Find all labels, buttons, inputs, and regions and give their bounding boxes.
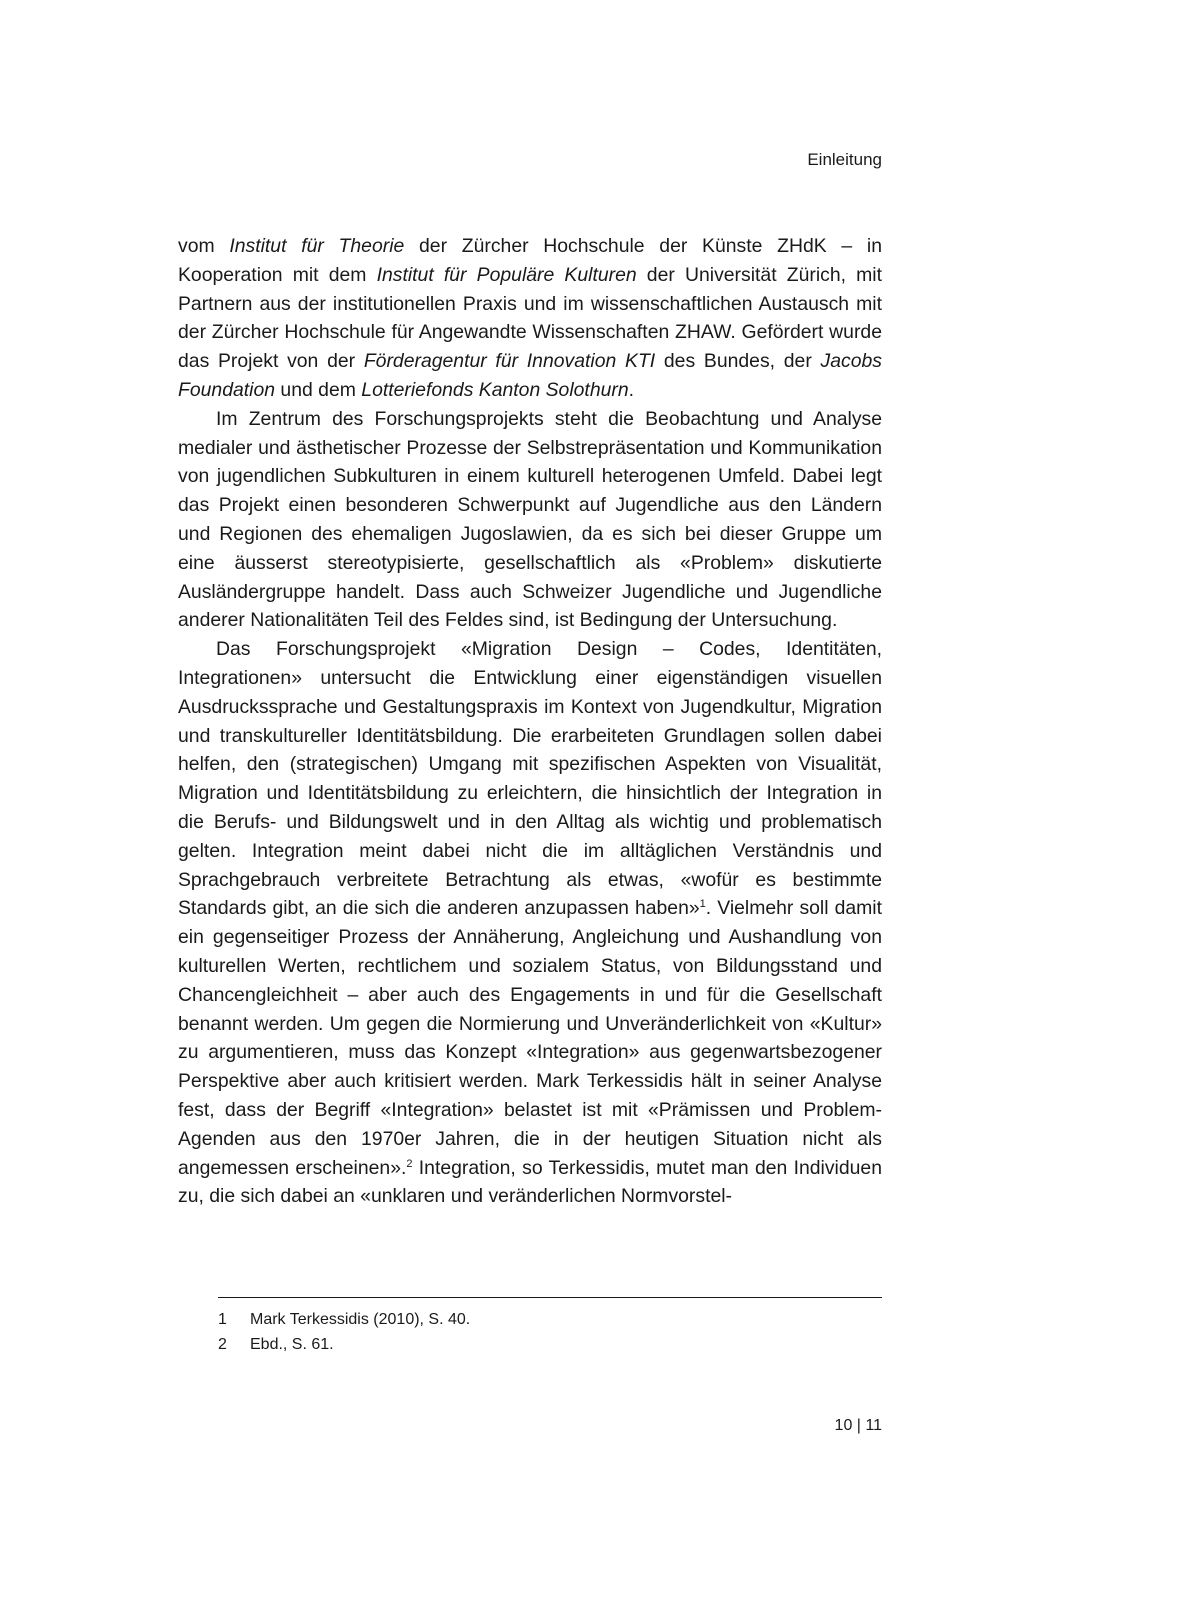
italic-text: Institut für Populäre Kulturen [376,263,637,286]
text-run: der Universität Zürich, mit Partnern aus der institutionellen Praxis und im wissenschaftlichen Austausch mit der Zürcher Hochschule für Angewandte Wissenschaften ZHAW. Gefördert wurde das Projekt von der [178,263,882,373]
footnote-ref: 2 [406,1157,413,1170]
italic-text: Jacobs Foundation [178,350,882,401]
footnotes [218,1307,882,1357]
page-number: 10 | 11 [834,1417,882,1434]
paragraph-1 [178,232,882,405]
text-run: des Bundes, der [655,350,821,373]
text-run: . Vielmehr soll damit ein gegenseitiger Prozess der Annäherung, Angleichung und Aushandlung von kulturellen Werten, rechtlichem und sozialem Status, von Bildungsstand und Chancengleichheit – aber auch des Engagements in und für die Gesellschaft benannt werden. Um gegen die Normierung und Unveränderlichkeit von «Kultur» zu argumentieren, muss das Konzept «Integration» aus gegenwartsbezogener Perspektive aber auch kritisiert werden. Mark Terkessidis hält in seiner Analyse fest, dass der Begriff «Integration» belastet ist mit «Prämissen und Problem-Agenden aus den 1970er Jahren, die in der heutigen Situation nicht als angemessen erscheinen». [178,897,882,1179]
text-run: . [628,378,635,401]
footnote-number: 1 [218,1311,227,1328]
paragraph-3 [178,635,882,1211]
text-run: Im Zentrum des Forschungsprojekts steht die Beobachtung und Analyse medialer und ästhetischer Prozesse der Selbstrepräsentation und Kommunikation von jugendlichen Subkulturen in einem kulturell heterogenen Umfeld. Dabei legt das Projekt einen besonderen Schwerpunkt auf Jugendliche aus den Ländern und Regionen des ehemaligen Jugoslawien, da es sich bei dieser Gruppe um eine äusserst stereotypisierte, gesellschaftlich als «Problem» diskutierte Ausländergruppe handelt. Dass auch Schweizer Jugendliche und Jugendliche anderer Nationalitäten Teil des Feldes sind, ist Bedingung der Untersuchung. [178,407,882,632]
italic-text: Förderagentur für Innovation KTI [363,350,656,373]
footnote-2 [218,1332,882,1357]
running-head: Einleitung [807,150,882,169]
text-run: und dem [275,378,362,401]
text-run: der Zürcher Hochschule der Künste ZHdK – in Kooperation mit dem [178,235,882,286]
footnote-rule [218,1297,882,1298]
paragraph-2 [178,405,882,635]
text-run: vom [178,235,230,257]
italic-text: Lotteriefonds Kanton Solothurn [361,378,629,401]
text-run: Integration, so Terkessidis, mutet man den Individuen zu, die sich dabei an «unklaren und veränderlichen Normvorstel- [178,1156,883,1208]
footnote-text: Mark Terkessidis (2010), S. 40. [250,1311,471,1328]
footnote-text: Ebd., S. 61. [250,1336,334,1353]
footnote-ref: 1 [699,898,706,911]
italic-text: Institut für Theorie [229,235,405,257]
footnote-1 [218,1307,882,1332]
footnote-number: 2 [218,1336,227,1353]
body-text [178,232,882,1211]
text-run: Das Forschungsprojekt «Migration Design – Codes, Identitäten, Integrationen» untersucht die Entwicklung einer eigenständigen visuellen Ausdruckssprache und Gestaltungspraxis im Kontext von Jugendkultur, Migration und transkultureller Identitätsbildung. Die erarbeiteten Grundlagen sollen dabei helfen, den (strategischen) Umgang mit spezifischen Aspekten von Visualität, Migration und Identitätsbildung zu erleichtern, die hinsichtlich der Integration in die Berufs- und Bildungswelt und in den Alltag als wichtig und problematisch gelten. Integration meint dabei nicht die im alltäglichen Verständnis und Sprachgebrauch verbreitete Betrachtung als etwas, «wofür es bestimmte Standards gibt, an die sich die anderen anzupassen haben» [178,638,882,920]
